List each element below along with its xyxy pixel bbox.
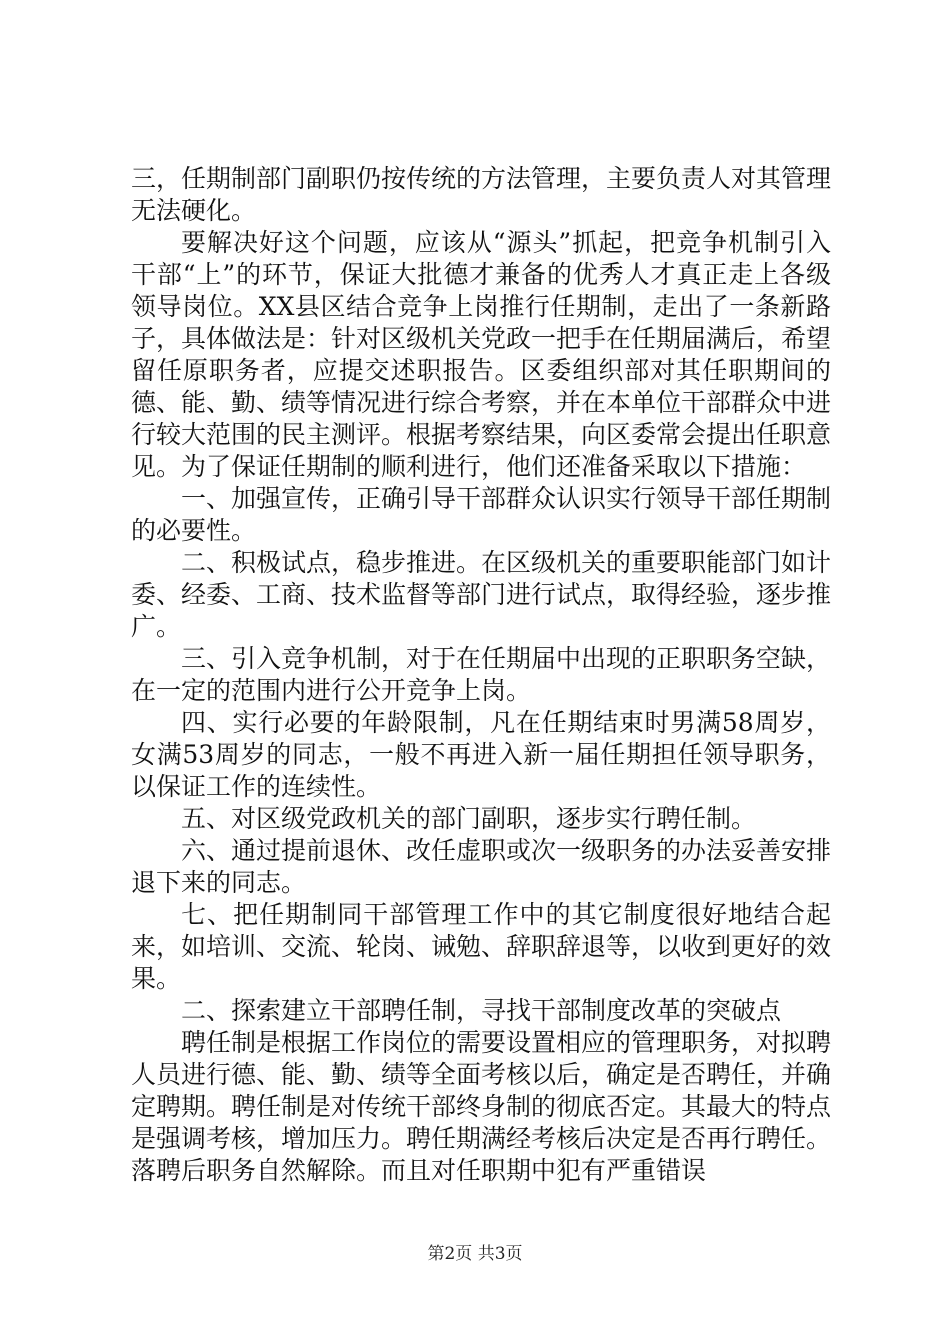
document-body xyxy=(131,163,831,1187)
paragraph-4: 二、积极试点，稳步推进。在区级机关的重要职能部门如计委、经委、工商、技术监督等部门进行试点，取得经验，逐步推广。 xyxy=(131,548,832,641)
section-heading: 二、探索建立干部聘任制，寻找干部制度改革的突破点 xyxy=(181,996,782,1025)
page-number: 第2页 共3页 xyxy=(427,1244,523,1264)
paragraph-7: 五、对区级党政机关的部门副职，逐步实行聘任制。 xyxy=(181,804,757,833)
paragraph-1: 三，任期制部门副职仍按传统的方法管理，主要负责人对其管理无法硬化。 xyxy=(131,164,832,225)
paragraph-8: 六、通过提前退休、改任虚职或次一级职务的办法妥善安排退下来的同志。 xyxy=(131,836,832,897)
paragraph-9: 七、把任期制同干部管理工作中的其它制度很好地结合起来，如培训、交流、轮岗、诫勉、辞职辞退等，以收到更好的效果。 xyxy=(131,900,832,993)
paragraph-3: 一、加强宣传，正确引导干部群众认识实行领导干部任期制的必要性。 xyxy=(131,484,832,545)
paragraph-6: 四、实行必要的年龄限制，凡在任期结束时男满58周岁，女满53周岁的同志，一般不再进入新一届任期担任领导职务，以保证工作的连续性。 xyxy=(131,708,831,801)
paragraph-2: 要解决好这个问题，应该从“源头”抓起，把竞争机制引入干部“上”的环节，保证大批德才兼备的优秀人才真正走上各级领导岗位。XX县区结合竞争上岗推行任期制，走出了一条新路子，具体做法是：针对区级机关党政一把手在任期届满后，希望留任原职务者，应提交述职报告。区委组织部对其任职期间的德、能、勤、绩等情况进行综合考察，并在本单位干部群众中进行较大范围的民主测评。根据考察结果，向区委常会提出任职意见。为了保证任期制的顺利进行，他们还准备采取以下措施： xyxy=(131,228,832,481)
paragraph-5: 三、引入竞争机制，对于在任期届中出现的正职职务空缺，在一定的范围内进行公开竞争上岗。 xyxy=(131,644,832,705)
paragraph-11: 聘任制是根据工作岗位的需要设置相应的管理职务，对拟聘人员进行德、能、勤、绩等全面考核以后，确定是否聘任，并确定聘期。聘任制是对传统干部终身制的彻底否定。其最大的特点是强调考核，增加压力。聘任期满经考核后决定是否再行聘任。落聘后职务自然解除。而且对任职期中犯有严重错误 xyxy=(131,1028,832,1185)
